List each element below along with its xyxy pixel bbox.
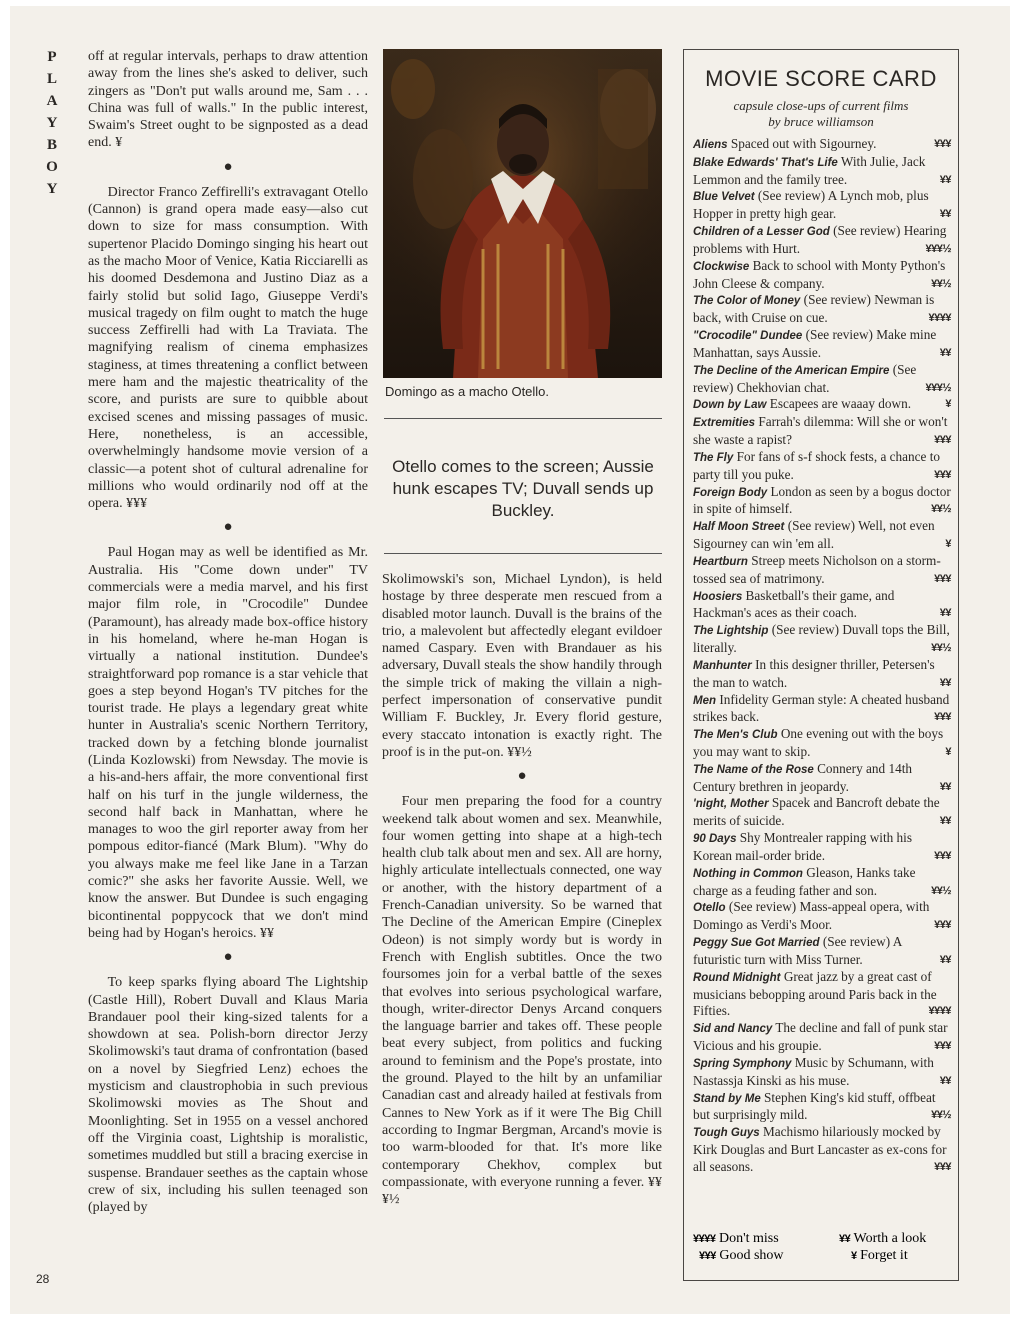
- film-title: Hoosiers: [693, 590, 743, 603]
- legend-item: ¥ Forget it: [851, 1248, 908, 1263]
- film-title: Blue Velvet: [693, 191, 755, 204]
- film-rating: ¥¥¥: [934, 711, 951, 724]
- film-title: Manhunter: [693, 659, 752, 672]
- film-rating: ¥¥¥: [934, 468, 951, 481]
- legend-item: ¥¥ Worth a look: [839, 1231, 927, 1246]
- film-rating: ¥¥: [939, 953, 951, 966]
- film-title: The Decline of the American Empire: [693, 364, 890, 377]
- film-title: The Name of the Rose: [693, 763, 814, 776]
- section-bullet: ●: [517, 768, 527, 785]
- film-capsule: Infidelity German style: A cheated husband strikes back.: [693, 691, 950, 725]
- film-rating: ¥¥¥: [934, 849, 951, 862]
- film-capsule: Stephen King's kid stuff, offbeat but surprisingly mild.: [693, 1089, 936, 1123]
- film-title: Heartburn: [693, 555, 748, 568]
- film-capsule: Gleason, Hanks take charge as a feuding father and son.: [693, 864, 916, 898]
- film-rating: ¥¥: [939, 780, 951, 793]
- domingo-otello-image: [383, 49, 662, 378]
- film-title: Down by Law: [693, 399, 767, 412]
- film-title: The Lightship: [693, 625, 769, 638]
- film-rating: ¥¥¥: [934, 1160, 951, 1173]
- movie-score-card: [683, 49, 959, 1281]
- score-card-entry: [693, 449, 951, 484]
- magazine-page: [10, 6, 1010, 1314]
- score-card-entry: [693, 396, 951, 414]
- review-column-middle: [382, 571, 662, 1208]
- divider-rule: [384, 553, 662, 554]
- score-card-entry: [693, 1124, 951, 1175]
- film-rating: ¥¥¥: [934, 434, 951, 447]
- score-card-subtitle: [684, 98, 958, 130]
- score-card-byline: by bruce williamson: [768, 114, 874, 129]
- film-rating: ¥¥½: [931, 884, 951, 897]
- score-card-entry: [693, 899, 951, 934]
- score-card-entry: [693, 292, 951, 327]
- film-title: Blake Edwards' That's Life: [693, 156, 838, 169]
- score-card-entries: [693, 136, 951, 1176]
- film-title: Tough Guys: [693, 1127, 760, 1140]
- magazine-name-vertical: P L A Y B O Y: [46, 49, 58, 197]
- film-title: Nothing in Common: [693, 867, 803, 880]
- score-card-entry: [693, 223, 951, 258]
- film-title: Aliens: [693, 139, 728, 151]
- film-rating: ¥¥½: [931, 642, 951, 655]
- score-card-entry: [693, 154, 951, 189]
- film-title: Otello: [693, 902, 726, 915]
- film-title: Clockwise: [693, 260, 750, 273]
- score-card-entry: [693, 136, 951, 154]
- score-card-entry: [693, 518, 951, 553]
- film-rating: ¥¥½: [931, 277, 951, 290]
- film-rating: ¥¥: [939, 607, 951, 620]
- score-card-entry: [693, 327, 951, 362]
- film-capsule: Music by Schumann, with Nastassja Kinski as his muse.: [693, 1054, 934, 1088]
- film-capsule: Streep meets Nicholson on a storm-tossed sea of matrimony.: [693, 552, 941, 586]
- review-paragraph-lightship-cont: Skolimowski's son, Michael Lyndon), is held hostage by three desperate men rescued from a disabled motor launch. Duvall is the brains of the trio, a malevolent but affectedly elegant evildoer named Caspary. Even with Brandauer as his adversary, Duvall steals the show handily through the simple trick of making the villain a nigh-perfect impersonation of conservative pundit William F. Buckley, Jr. Every florid gesture, every staccato intonation is exactly right. The proof is in the put-on. ¥¥½: [382, 572, 662, 760]
- legend-item: ¥¥¥¥ Don't miss: [693, 1231, 779, 1246]
- score-card-entry: [693, 1055, 951, 1090]
- film-rating: ¥¥¥½: [925, 381, 951, 394]
- film-rating: ¥: [945, 538, 951, 551]
- film-title: Round Midnight: [693, 971, 781, 984]
- film-title: Peggy Sue Got Married: [693, 937, 820, 950]
- film-rating: ¥¥¥½: [925, 242, 951, 255]
- score-card-entry: [693, 726, 951, 761]
- film-rating: ¥¥: [939, 676, 951, 689]
- film-rating: ¥: [945, 745, 951, 758]
- film-rating: ¥¥¥¥: [928, 1005, 951, 1018]
- film-title: Sid and Nancy: [693, 1023, 773, 1036]
- film-capsule: Machismo hilariously mocked by Kirk Douglas and Burt Lancaster as ex-cons for all seasons.: [693, 1124, 947, 1174]
- film-title: The Men's Club: [693, 729, 778, 742]
- film-capsule: The decline and fall of punk star Vicious and his groupie.: [693, 1020, 948, 1054]
- score-card-title: MOVIE SCORE CARD: [705, 66, 937, 91]
- film-title: Children of a Lesser God: [693, 226, 830, 239]
- score-card-entry: [693, 934, 951, 969]
- film-capsule: (See review) Duvall tops the Bill, literally.: [693, 622, 950, 656]
- film-rating: ¥¥½: [931, 1109, 951, 1122]
- film-capsule: Spaced out with Sigourney.: [730, 136, 877, 151]
- score-card-entry: [693, 969, 951, 1020]
- review-paragraph-otello: Director Franco Zeffirelli's extravagant Otello (Cannon) is grand opera made easy—also cut down to size for mass consumption. With supertenor Placido Domingo singing his heart out as the macho Moor of Venice, Katia Ricciarelli as his doomed Desdemona and Justino Diaz as a fairly stolid but solid Iago, Giuseppe Verdi's musical tragedy on film ought to match the huge success Zeffirelli had with La Traviata. The magnifying realism of cinema emphasizes staginess, at times threatening a conflict between mere ham and the majestic theatricality of the score, and purists are sure to quibble about excised scenes and missing passages of music. Here, nonetheless, is an accessible, overwhelmingly handsome movie version of a classic—a potent shot of cultural adrenaline for millions who would ordinarily nod off at the opera. ¥¥¥: [88, 184, 368, 512]
- score-card-entry: [693, 258, 951, 293]
- section-bullet: ●: [223, 158, 233, 175]
- score-card-entry: [693, 484, 951, 519]
- divider-rule: [384, 418, 662, 419]
- film-rating: ¥¥: [939, 173, 951, 186]
- film-capsule: (See review) Chekhovian chat.: [693, 361, 917, 395]
- film-title: Extremities: [693, 417, 756, 430]
- film-capsule: (See review) Well, not even Sigourney can win 'em all.: [693, 518, 935, 552]
- film-rating: ¥¥½: [931, 503, 951, 516]
- score-card-entry: [693, 657, 951, 692]
- score-card-entry: [693, 865, 951, 900]
- film-capsule: For fans of s-f shock fests, a chance to party till you puke.: [693, 448, 941, 482]
- film-rating: ¥: [945, 398, 951, 411]
- legend-item: ¥¥¥ Good show: [699, 1248, 784, 1263]
- film-title: Men: [693, 694, 716, 707]
- film-title: Spring Symphony: [693, 1057, 792, 1070]
- film-rating: ¥¥¥¥: [928, 312, 951, 325]
- film-title: Stand by Me: [693, 1092, 761, 1105]
- film-capsule: (See review) Hearing problems with Hurt.: [693, 223, 947, 256]
- film-capsule: One evening out with the boys you may want to skip.: [693, 726, 944, 759]
- score-card-entry: [693, 622, 951, 657]
- film-capsule: Shy Montrealer rapping with his Korean mail-order bride.: [693, 830, 913, 863]
- otello-photo: [383, 49, 662, 378]
- score-card-entry: [693, 553, 951, 588]
- film-title: 'night, Mother: [693, 798, 769, 811]
- film-rating: ¥¥: [939, 815, 951, 828]
- film-rating: ¥¥¥: [934, 1040, 951, 1053]
- score-card-entry: [693, 692, 951, 727]
- review-paragraph-dundee: Paul Hogan may as well be identified as Mr. Australia. His "Come down under" TV commercials were a media marvel, and his first major film role, in "Crocodile" Dundee (Paramount), has already made box-office history in his homeland, where he-man Hogan is virtually a national institution. Dundee's straightforward pop romance is a star vehicle that goes a step beyond Hogan's TV pitches for the tourist trade. He plays a legendary great white hunter in Australia's scenic Northern Territory, tracked down by a fetching blonde journalist (Linda Kozlowski) from Newsday. The movie is a his-and-hers affair, the more conventional first half on his turf in the jungle wilderness, the second half back in Manhattan, where he manages to woo the girl reporter away from her pompous editor-fiancé (Mark Blum). "Why do you always make me feel like Jane in a Tarzan comic?" she asks her favorite Aussie. Well, we know the answer. But Dundee is such engaging bicontinental poppycock that we don't mind being had by Hogan's heroics. ¥¥: [88, 545, 368, 941]
- score-card-entry: [693, 830, 951, 865]
- film-capsule: Escapees are waaay down.: [769, 396, 912, 412]
- score-card-entry: [693, 761, 951, 796]
- score-card-entry: [693, 588, 951, 623]
- film-capsule: (See review) Newman is back, with Cruise on cue.: [693, 292, 935, 326]
- film-capsule: Back to school with Monty Python's John Cleese & company.: [693, 257, 946, 291]
- film-rating: ¥¥¥: [934, 138, 951, 150]
- film-capsule: In this designer thriller, Petersen's the man to watch.: [693, 656, 935, 690]
- film-capsule: Great jazz by a great cast of musicians bebopping around Paris back in the Fifties.: [693, 968, 937, 1019]
- film-capsule: With Julie, Jack Lemmon and the family tree.: [693, 153, 926, 187]
- score-card-entry: [693, 188, 951, 223]
- film-rating: ¥¥: [939, 208, 951, 221]
- film-capsule: (See review) Make mine Manhattan, says Aussie.: [693, 327, 937, 360]
- film-rating: ¥¥¥: [934, 919, 951, 932]
- film-title: Foreign Body: [693, 486, 768, 499]
- review-paragraph-decline: Four men preparing the food for a country weekend talk about women and sex. Meanwhile, four women getting into shape at a high-tech health club talk about men and sex. All are horny, highly articulate intellectuals connected, one way or another, with the history department of a French-Canadian university. So be warned that The Decline of the American Empire (Cineplex Odeon) is not simply wordy but is wordy in French with English subtitles. Once the two foursomes join for a verbal battle of the sexes that evolves into serious psychological warfare, though, writer-director Denys Arcand conquers the language barrier and takes off. These people beat every subject, from politics and fucking around to feminism and the Pope's prostate, into the ground. Played to the hilt by an unfamiliar Canadian cast and already hailed at festivals from Cannes to New York as if it were The Big Chill according to Ingmar Bergman, Arcand's movie is too warm-blooded for that. It's more like contemporary Chekhov, complex but compassionate, with everyone running a fever. ¥¥¥½: [382, 794, 662, 1208]
- film-capsule: Farrah's dilemma: Will she or won't she waste a rapist?: [693, 414, 948, 448]
- score-card-entry: [693, 414, 951, 449]
- score-card-entry: [693, 795, 951, 830]
- review-paragraph-lightship: To keep sparks flying aboard The Lightship (Castle Hill), Robert Duvall and Klaus Maria Brandauer pool their king-sized talents for a showdown at sea. Polish-born director Jerzy Skolimowski's taut drama of confrontation (based on a novel by Siegfried Lenz) echoes the mysticism and claustrophobia in such previous Skolimowski movies as The Shout and Moonlighting. Set in 1955 on a vessel anchored off the Virginia coast, Lightship is moralistic, sometimes muddled but still a bracing exercise in suspense. Brandauer seethes as the captain whose crew of six, including his sullen teenaged son (played by: [88, 975, 368, 1216]
- film-capsule: (See review) A futuristic turn with Miss Turner.: [693, 934, 902, 967]
- film-capsule: (See review) Mass-appeal opera, with Domingo as Verdi's Moor.: [693, 899, 930, 933]
- film-capsule: (See review) A Lynch mob, plus Hopper in pretty high gear.: [693, 188, 929, 222]
- score-card-tagline: capsule close-ups of current films: [733, 98, 909, 113]
- score-card-entry: [693, 1020, 951, 1055]
- photo-caption: Domingo as a macho Otello.: [385, 384, 550, 399]
- film-capsule: Spacek and Bancroft debate the merits of suicide.: [693, 795, 940, 829]
- film-capsule: Connery and 14th Century brethren in jeopardy.: [693, 760, 913, 794]
- film-title: Half Moon Street: [693, 521, 785, 534]
- film-capsule: London as seen by a bogus doctor in spite of himself.: [693, 483, 951, 517]
- film-rating: ¥¥¥: [934, 572, 951, 585]
- film-title: 90 Days: [693, 833, 737, 846]
- film-rating: ¥¥: [939, 1074, 951, 1087]
- score-card-entry: [693, 362, 951, 397]
- film-capsule: Basketball's their game, and Hackman's aces as their coach.: [693, 587, 895, 621]
- page-number: 28: [36, 1272, 50, 1286]
- section-bullet: ●: [223, 949, 233, 966]
- film-title: The Fly: [693, 451, 734, 464]
- score-card-entry: [693, 1090, 951, 1125]
- review-paragraph: off at regular intervals, perhaps to draw attention away from the lines she's asked to deliver, such zingers as "Don't put walls around me, Sam . . . China was full of walls." In the public interest, Swaim's Street ought to be signposted as a dead end. ¥: [88, 49, 368, 151]
- film-rating: ¥¥: [939, 346, 951, 359]
- pull-quote: Otello comes to the screen; Aussie hunk escapes TV; Duvall sends up Buckley.: [392, 457, 654, 520]
- film-title: "Crocodile" Dundee: [693, 330, 803, 343]
- section-bullet: ●: [223, 519, 233, 536]
- film-title: The Color of Money: [693, 295, 801, 308]
- review-column-left: [88, 48, 368, 1216]
